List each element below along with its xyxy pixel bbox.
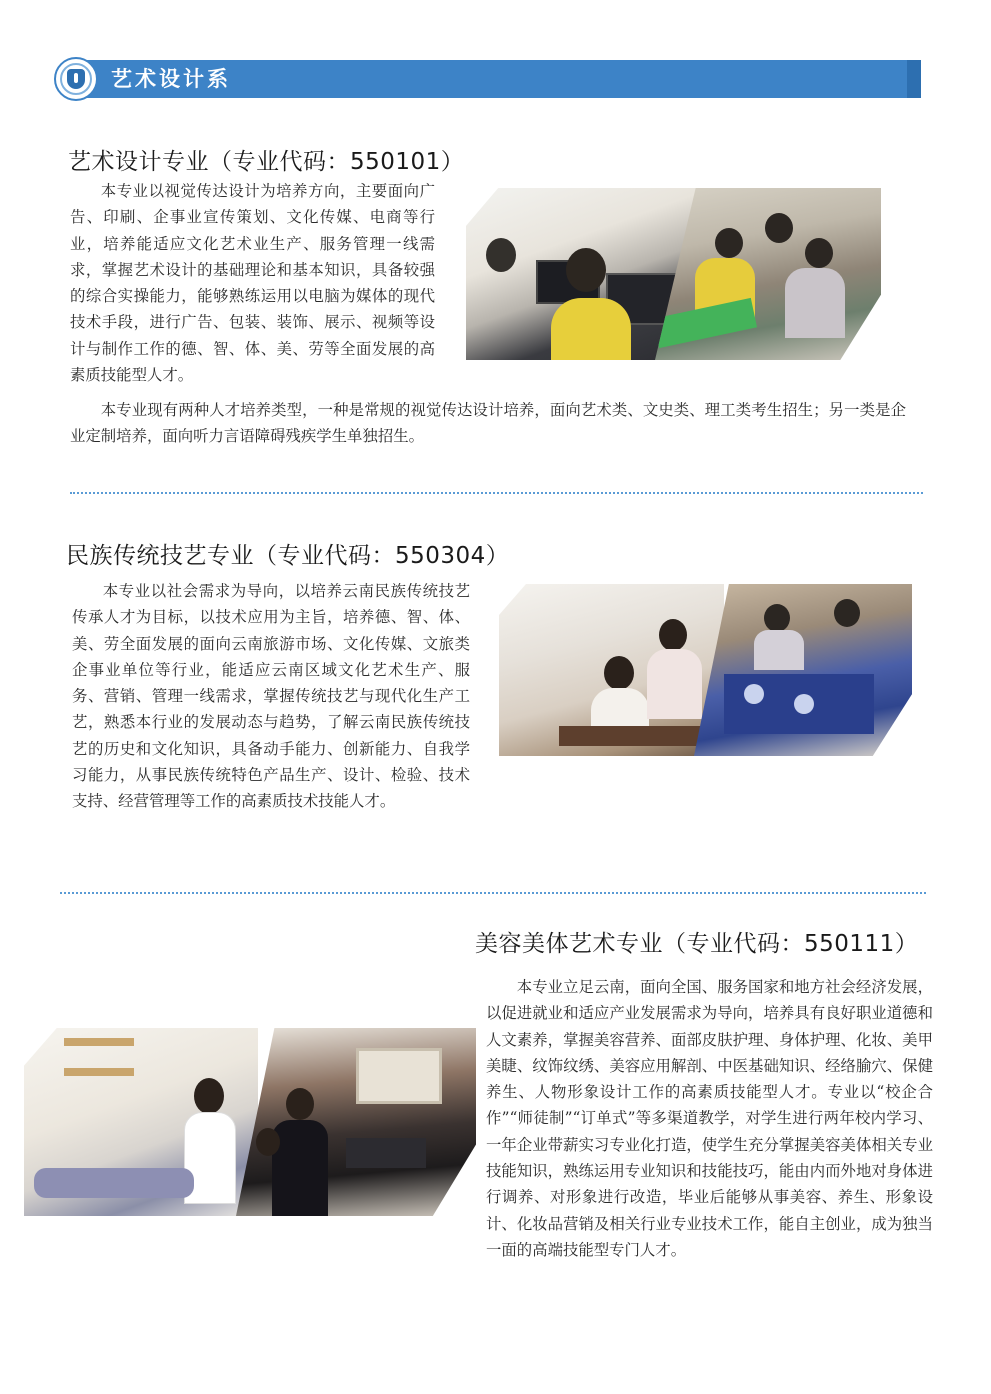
section-title-art-design: 艺术设计专业（专业代码：550101） [68, 149, 465, 175]
beauty-care-photo [24, 1028, 258, 1216]
college-logo-icon [54, 57, 98, 101]
makeup-studio-photo [236, 1028, 476, 1216]
section-title-beauty: 美容美体艺术专业（专业代码：550111） [475, 931, 919, 957]
section-paragraph-ethnic-craft: 本专业以社会需求为导向，以培养云南民族传统技艺传承人才为目标，以技术应用为主旨，培养德、智、体、美、劳全面发展的面向云南旅游市场、文化传媒、文旅类企事业单位等行业，能适应云南区域文化艺术生产、服务、营销、管理一线需求，掌握传统技艺与现代化生产工艺，熟悉本行业的发展动态与趋势，了解云南民族传统技艺的历史和文化知识，具备动手能力、创新能力、自我学习能力，从事民族传统特色产品生产、设计、检验、技术支持、经营管理等工作的高素质技术技能人才。 [72, 582, 470, 811]
section-title-ethnic-craft: 民族传统技艺专业（专业代码：550304） [66, 543, 510, 569]
tea-ceremony-photo [499, 584, 724, 756]
section-paragraph-beauty: 本专业立足云南，面向全国、服务国家和地方社会经济发展，以促进就业和适应产业发展需求为导向，培养具有良好职业道德和人文素养，掌握美容营养、面部皮肤护理、身体护理、化妆、美甲美睫、纹饰纹绣、美容应用解剖、中医基础知识、经络腧穴、保健养生、人物形象设计工作的高素质技能型人才。专业以“校企合作”“师徒制”“订单式”等多渠道教学，对学生进行两年校内学习、一年企业带薪实习专业化打造，使学生充分掌握美容美体相关专业技能知识，熟练运用专业知识和技能技巧，能由内而外地对身体进行调养、对形象进行改造，毕业后能够从事美容、养生、形象设计、化妆品营销及相关行业专业技术工作，能自主创业，成为独当一面的高端技能型专门人才。 [486, 978, 933, 1259]
section-paragraph-art-design: 本专业以视觉传达设计为培养方向，主要面向广告、印刷、企事业宣传策划、文化传媒、电商等行业，培养能适应文化艺术业生产、服务管理一线需求，掌握艺术设计的基础理论和基本知识，具备较强的综合实操能力，能够熟练运用以电脑为媒体的现代技术手段，进行广告、包装、装饰、展示、视频等设计与制作工作的德、智、体、美、劳等全面发展的高素质技能型人才。 [70, 182, 435, 385]
tie-dye-workshop-photo [694, 584, 912, 756]
section-divider [70, 492, 923, 494]
section-divider [60, 892, 926, 894]
section-paragraph-art-design-types: 本专业现有两种人才培养类型，一种是常规的视觉传达设计培养，面向艺术类、文史类、理工类考生招生；另一类是企业定制培养，面向听力言语障碍残疾学生单独招生。 [70, 401, 906, 446]
department-title: 艺术设计系 [111, 67, 231, 91]
